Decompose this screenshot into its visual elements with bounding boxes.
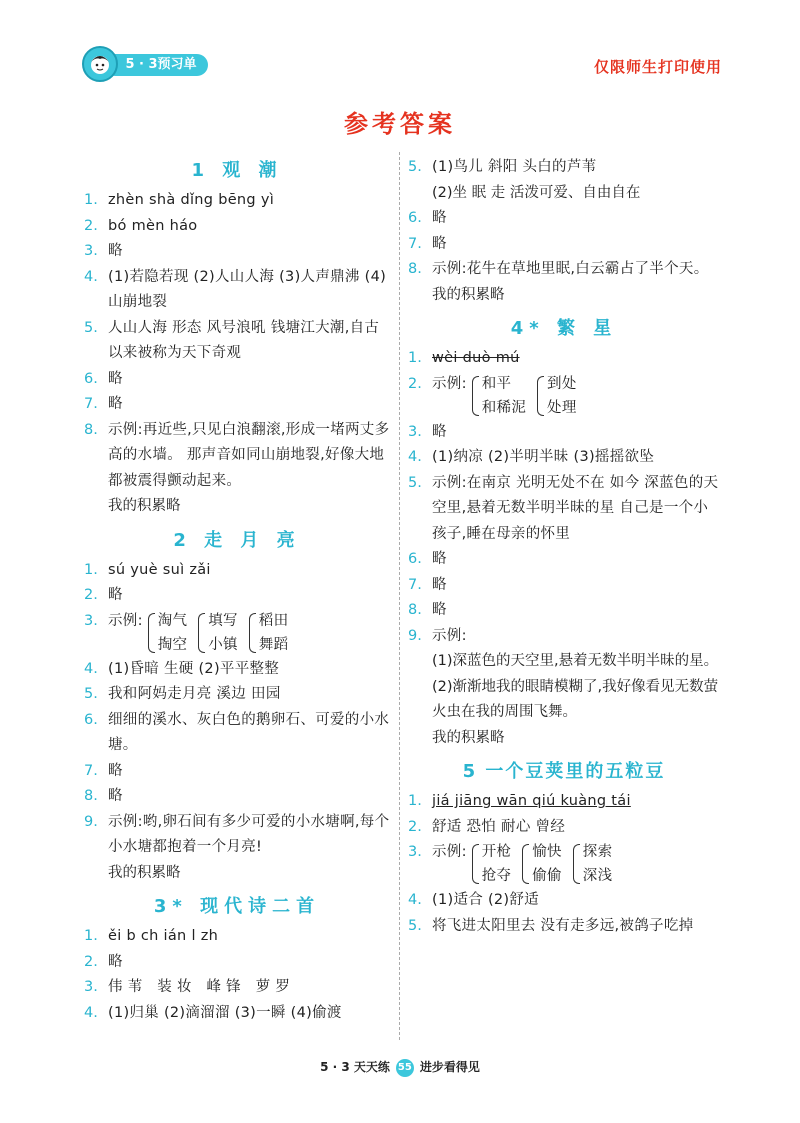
section-title: 3* 现代诗二首 [153,896,321,917]
section-title: 4* 繁 星 [510,318,618,339]
answer-text: (1)归巢 (2)滴溜溜 (3)一瞬 (4)偷渡 [108,1004,342,1021]
word: 探索 [582,844,613,860]
question-number: 9. [84,813,98,830]
word-group [573,840,613,888]
answer-text [108,609,390,657]
question [84,214,390,240]
answer-text: 略 [108,587,123,603]
question [408,257,720,283]
left-column [84,150,390,1026]
answer-text: (1)适合 (2)舒适 [432,892,539,908]
brace-icon [198,613,205,653]
question-number: 1. [408,350,422,366]
answer-text: 略 [432,423,447,440]
question [408,471,720,548]
answer-text: 略 [108,788,123,804]
question [84,392,390,418]
word: 偷偷 [532,868,562,884]
question-number: 8. [408,602,422,618]
question-number: 3. [84,243,98,259]
answer-text: 示例:在南京 光明无处不在 如今 深蓝色的天空里,悬着无数半明半昧的星 自己是一个小孩子,睡在母亲的怀里 [432,474,719,542]
question-number: 4. [84,1004,98,1021]
question-number: 3. [408,844,422,860]
example-prefix: 示例: [432,844,467,860]
answer-text: jiá jiāng wān qiú kuàng tái [432,793,631,809]
brace-icon [573,844,580,884]
question-number: 7. [84,762,98,779]
question [84,708,390,759]
question-number: 6. [84,370,98,387]
answer-text: 示例:哟,卵石间有多少可爱的小水塘啊,每个小水塘都抱着一个月亮! [108,813,390,855]
question-number: 1. [408,793,422,809]
question [84,975,390,1001]
answer-text: 略 [108,396,123,412]
word: 愉快 [532,844,562,860]
question-number: 4. [408,892,422,908]
question [408,598,720,624]
question [84,239,390,265]
question-number: 6. [408,551,422,567]
question-number: 6. [84,711,98,728]
logo [82,46,212,82]
question-number: 4. [408,449,422,465]
answer-text: 略 [432,602,447,618]
question-number: 2. [408,375,422,392]
answer-text: 略 [108,370,123,387]
question [408,232,720,258]
accumulation-note: 我的积累略 [108,864,181,881]
question [84,924,390,950]
question-number: 2. [408,818,422,835]
answer-text [432,840,720,888]
word-group [522,840,562,888]
question [408,547,720,573]
question [408,372,720,420]
footer [0,1058,800,1077]
answer-subitem: (2)渐渐地我的眼睛模糊了,我好像看见无数萤火虫在我的周围飞舞。 [432,678,719,720]
question-number: 7. [408,576,422,593]
answer-text: (1)鸟儿 斜阳 头白的芦苇 [432,159,597,175]
answer-subitem: (1)深蓝色的天空里,悬着无数半明半昧的星。 [432,653,719,669]
answer-text: 略 [432,551,447,567]
answer-text [432,372,720,420]
footer-left-text: 5 · 3 天天练 [320,1060,390,1074]
question-number: 2. [84,953,98,970]
word: 淘气 [157,612,188,629]
section-title: 5 一个豆荚里的五粒豆 [462,761,666,782]
example-prefix: 示例: [108,612,143,629]
answer-text: (1)昏暗 生硬 (2)平平整整 [108,660,280,677]
word-group [472,372,526,420]
question [408,445,720,471]
word: 掏空 [157,636,188,653]
answer-text: 示例: [432,627,467,644]
question [408,573,720,599]
accumulation-note: 我的积累略 [432,729,505,746]
answer-text: 略 [432,235,447,252]
answer-text: 舒适 恐怕 耐心 曾经 [432,818,566,835]
word: 填写 [208,612,238,629]
answer-text: 人山人海 形态 风号浪吼 钱塘江大潮,自古以来被称为天下奇观 [108,319,380,361]
question-number: 4. [84,660,98,677]
answer-text: 略 [108,243,123,259]
answer-text: zhèn shà dǐng bēng yì [108,192,275,208]
footer-right-text: 进步看得见 [419,1060,480,1074]
question-number: 9. [408,627,422,644]
question [408,420,720,446]
example-prefix: 示例: [432,375,467,392]
section-title: 2 走 月 亮 [173,529,301,551]
word: 抢夺 [481,868,512,884]
question-number: 3. [408,423,422,440]
question-number: 4. [84,268,98,285]
question [84,759,390,785]
question [84,367,390,393]
answer-text: ěi b ch ián l zh [108,928,219,944]
brace-icon [148,613,155,653]
question-number: 8. [84,788,98,804]
question-number: 7. [84,396,98,412]
right-column [408,155,720,939]
page-title: 参考答案 [344,110,456,138]
word: 小镇 [208,636,238,653]
word: 稻田 [258,612,289,629]
header [82,46,722,82]
question [84,1001,390,1027]
question [84,609,390,657]
question [84,265,390,316]
question-number: 6. [408,210,422,226]
question [84,682,390,708]
question-number: 7. [408,235,422,252]
question-number: 5. [408,917,422,934]
answer-text: sú yuè suì zǎi [108,561,211,578]
brace-icon [472,844,479,884]
word: 舞蹈 [258,636,289,653]
answer-text: 示例:再近些,只见白浪翻滚,形成一堵两丈多高的水墙。 那声音如同山崩地裂,好像大地都被震得颤动起来。 [108,421,390,489]
word: 和平 [481,375,512,392]
restricted-label: 仅限师生打印使用 [593,58,722,76]
word: 开枪 [481,844,512,860]
accumulation-note: 我的积累略 [432,286,505,303]
accumulation-note: 我的积累略 [108,498,181,514]
question [84,188,390,214]
answer-text: (1)纳凉 (2)半明半昧 (3)摇摇欲坠 [432,449,655,465]
question [84,316,390,367]
question [84,784,390,810]
question [84,810,390,861]
answer-text: 略 [432,576,447,593]
page-number: 55 [396,1059,414,1077]
question [84,418,390,495]
word: 处理 [547,399,577,416]
answer-text: 示例:花牛在草地里眠,白云霸占了半个天。 [432,261,709,277]
brace-icon [249,613,256,653]
answer-text: 将飞进太阳里去 没有走多远,被鸽子吃掉 [432,917,694,934]
answer-text: 我和阿妈走月亮 溪边 田园 [108,686,281,702]
question-number: 8. [84,421,98,438]
brace-icon [522,844,529,884]
question [408,840,720,888]
question [408,888,720,914]
word-group [198,609,238,657]
question [408,206,720,232]
logo-text: 5 · 3预习单 [104,54,208,76]
word-group [472,840,512,888]
question-number: 5. [84,319,98,336]
question-number: 8. [408,261,422,277]
answer-text: 略 [432,210,447,226]
question-number: 5. [408,474,422,491]
answer-text: 略 [108,762,123,779]
word-group [537,372,577,420]
question-number: 1. [84,561,98,578]
question [84,657,390,683]
answer-text: 细细的溪水、灰白色的鹅卵石、可爱的小水塘。 [108,711,390,753]
question-number: 2. [84,587,98,603]
question [408,789,720,815]
question-number: 2. [84,217,98,234]
column-divider [399,152,400,1040]
question-number: 5. [408,159,422,175]
question-number: 3. [84,612,98,629]
word: 深浅 [582,868,613,884]
question [408,346,720,372]
question [408,914,720,940]
word: 和稀泥 [481,399,527,416]
question-number: 3. [84,979,98,995]
answer-text: 伟 苇 装 妆 峰 锋 萝 罗 [108,979,291,995]
answer-text: (1)若隐若现 (2)人山人海 (3)人声鼎沸 (4)山崩地裂 [108,268,387,310]
word-group [249,609,289,657]
question [84,950,390,976]
question-number: 1. [84,192,98,208]
mascot-icon [82,46,118,82]
word: 到处 [547,375,577,392]
answer-subitem: (2)坐 眠 走 活泼可爱、自由自在 [432,184,641,201]
question-number: 5. [84,686,98,702]
question [84,558,390,584]
question [408,815,720,841]
question [408,155,720,181]
word-group [148,609,188,657]
answer-text: 略 [108,953,123,970]
question [84,583,390,609]
brace-icon [537,376,544,416]
brace-icon [472,376,479,416]
answer-text: bó mèn háo [108,217,198,234]
section-title: 1 观 潮 [191,160,283,181]
question [408,624,720,650]
answer-text: wèi duò mú [432,350,520,366]
question-number: 1. [84,928,98,944]
